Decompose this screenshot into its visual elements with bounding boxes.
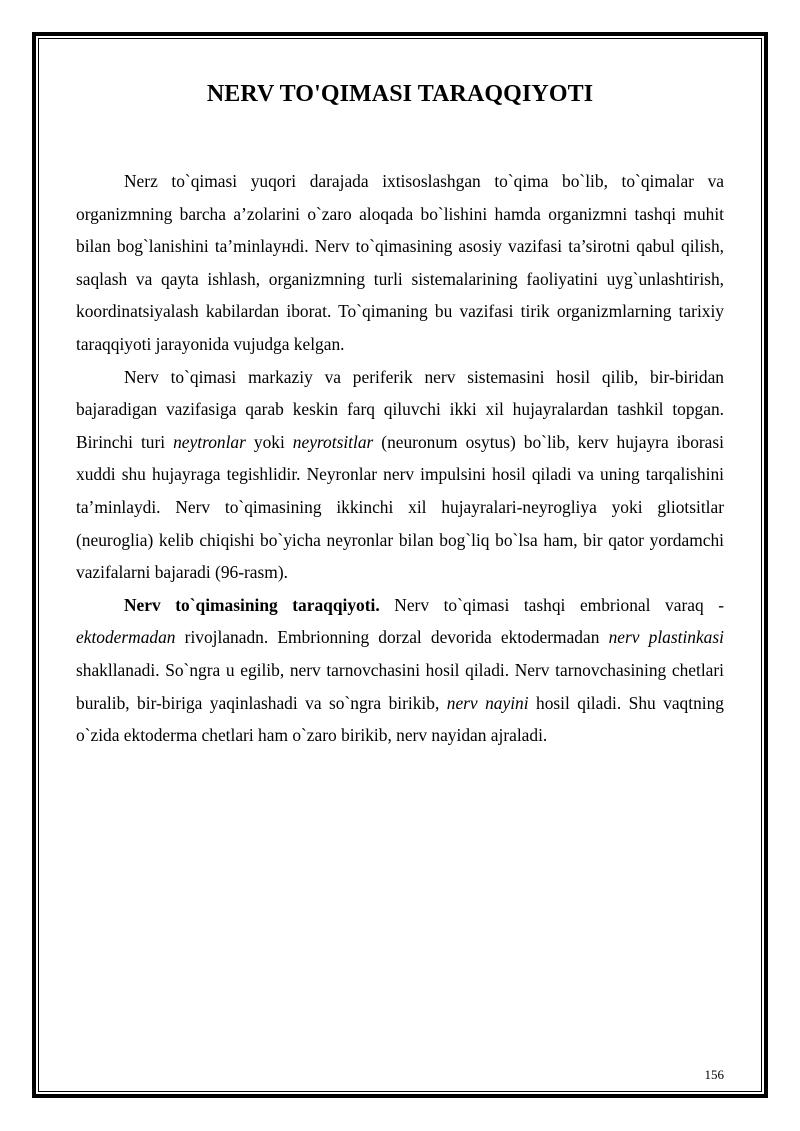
- italic-text-run: ektodermadan: [76, 627, 176, 648]
- text-run: Nerv to`qimasi tashqi embrional varaq -: [379, 594, 725, 615]
- text-run: shakllanadi. So`ngra u egilib, nerv tarnovchasini hosil qiladi. Nerv tarnovchasining chetlari buralib, bir-biriga yaqinlashadi va so`ngra birikib,: [76, 659, 724, 713]
- text-run: (neuronum osytus) bo`lib, kerv hujayra iborasi xuddi shu hujayraga tegishlidir. Neyronlar nerv impulsini hosil qiladi va uning tarqalishini ta’minlaydi. Nerv to`qimasining ikkinchi xil hujayralari-neyrogliya yoki gliotsitlar (neuroglia) kelib chiqishi bo`yicha neyronlar bilan bog`liq bo`lsa ham, bir qator yordamchi vazifalarni bajaradi (96-rasm).: [76, 431, 724, 583]
- text-run: yoki: [245, 431, 293, 452]
- text-run: rivojlanadn. Embrionning dorzal devorida ektodermadan: [175, 627, 609, 648]
- document-body: [76, 165, 724, 752]
- italic-text-run: nerv nayini: [446, 692, 529, 713]
- text-run: hosil qiladi. Shu vaqtning o`zida ektoderma chetlari ham o`zaro birikib, nerv nayidan ajraladi.: [76, 692, 725, 746]
- bold-text-run: Nerv to`qimasining taraqqiyoti.: [124, 594, 380, 615]
- page-title: NERV TO'QIMASI TARAQQIYOTI: [206, 81, 594, 107]
- text-run: Nerv to`qimasi markaziy va periferik nerv sistemasini hosil qilib, bir-biridan bajaradigan vazifasiga qarab keskin farq qiluvchi ikki xil hujayralardan tashkil topgan. Birinchi turi: [76, 366, 724, 452]
- paragraph-2: [76, 361, 724, 589]
- italic-text-run: neytronlar: [173, 431, 246, 452]
- text-run: Nerz to`qimasi yuqori darajada ixtisoslashgan to`qima bo`lib, to`qimalar va organizmning barcha a’zolarini o`zaro aloqada bo`lishini hamda organizmni tashqi muhit bilan bog`lanishini ta’minlayнdi. Nerv to`qimasining asosiy vazifasi ta’sirotni qabul qilish, saqlash va qayta ishlash, organizmning turli sistemalarining faoliyatini uyg`unlashtirish, koordinatsiyalash kabilardan iborat. To`qimaning bu vazifasi tirik organizmlarning tarixiy taraqqiyoti jarayonida vujudga kelgan.: [76, 171, 724, 354]
- italic-text-run: nerv plastinkasi: [608, 627, 724, 648]
- paragraph-1: [76, 165, 724, 361]
- italic-text-run: neyrotsitlar: [292, 431, 374, 452]
- page-number: 156: [704, 1067, 724, 1082]
- paragraph-3: [76, 589, 724, 752]
